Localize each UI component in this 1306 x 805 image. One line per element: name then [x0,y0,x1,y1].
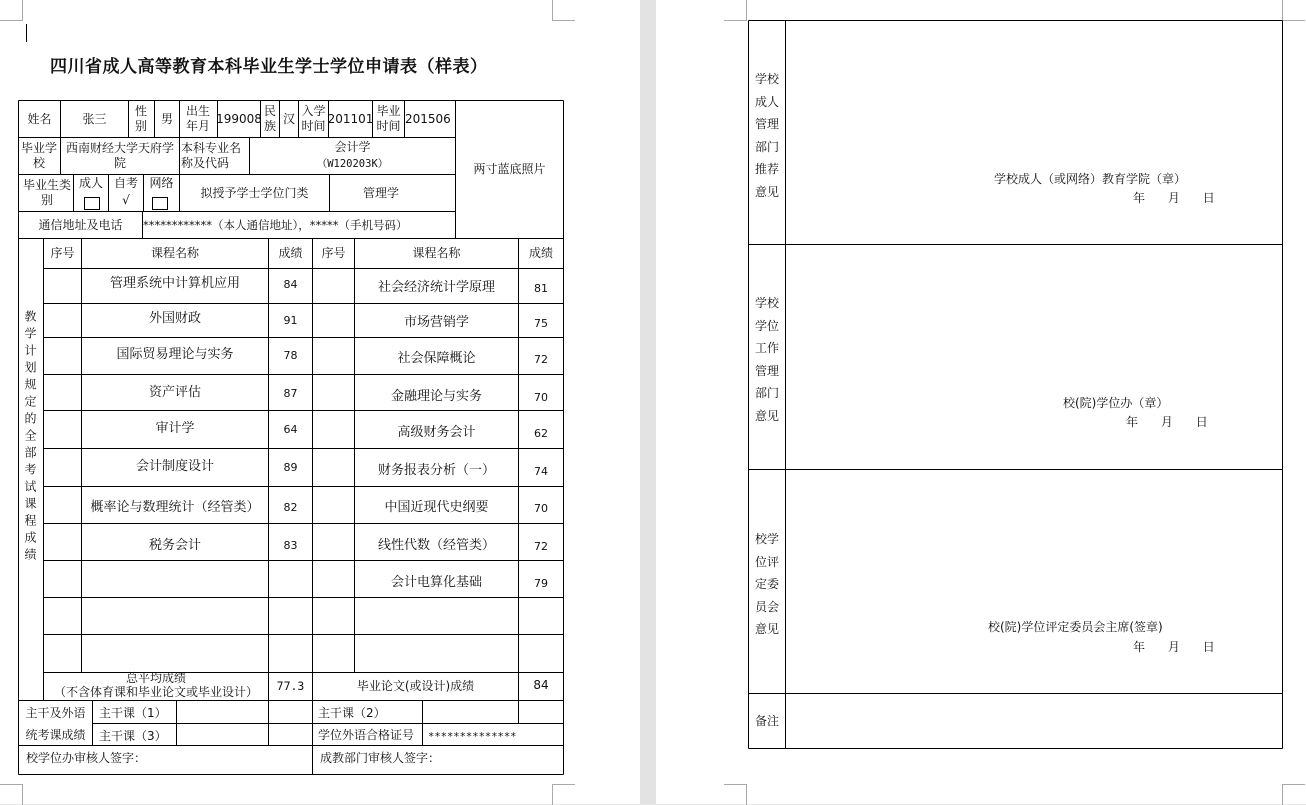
cat-self-label: 自考 [113,176,138,190]
remarks-label: 备注 [754,713,779,728]
course-score: 62 [534,427,548,440]
main-exam-label: 主干及外语 [25,706,86,720]
course-score: 87 [283,387,298,400]
course-score: 64 [283,423,298,436]
course-name: 社会保障概论 [397,351,476,366]
cat-online-label: 网络 [149,176,174,190]
page-gutter [640,0,656,804]
photo-placeholder: 两寸蓝底照片 [473,162,546,176]
header-name: 课程名称 [412,246,461,260]
course-name: 税务会计 [148,538,201,553]
course-name: 中国近现代史纲要 [384,500,489,515]
course-score: 79 [534,577,548,590]
course-score: 89 [283,461,298,474]
course-name: 线性代数（经管类） [377,538,495,553]
gender-value: 男 [160,111,173,126]
section-2-stamp: 校(院)学位办（章） [1063,396,1169,410]
cat-adult-label: 成人 [78,176,103,190]
course-score: 70 [534,391,548,404]
office-sign-label: 校学位办审核人签字： [26,751,147,765]
birth-value: 199008 [216,111,262,126]
course-score: 78 [283,349,298,362]
left-page [0,0,640,804]
dept-sign-label: 成教部门审核人签字： [320,751,441,765]
gender-label: 性别 [134,104,147,133]
course-score: 81 [534,282,548,295]
course-score: 72 [534,353,548,366]
main-course-3-label: 主干课（3） [99,729,167,743]
avg-note: （不含体育课和毕业论文或毕业设计） [53,685,258,699]
birth-label: 出生年月 [185,104,210,133]
course-name: 市场营销学 [403,315,469,330]
cert-label: 学位外语合格证号 [318,728,415,742]
cat-self-checkmark[interactable]: √ [122,193,130,207]
header-score: 成绩 [278,246,303,260]
avg-label: 总平均成绩 [125,671,186,685]
course-name: 会计电算化基础 [390,575,482,590]
major-code: （W120203K） [316,158,389,170]
section-1-label: 学校成人管理部门推荐意见 [754,72,779,199]
header-name: 课程名称 [150,246,199,260]
header-no: 序号 [50,246,75,260]
section-3-label: 校学位评定委员会意见 [754,532,779,636]
main-course-1-label: 主干课（1） [99,706,167,720]
major-value: 会计学 [334,140,371,154]
section-3-date: 年 月 日 [1133,640,1215,654]
course-name: 审计学 [155,421,195,436]
degree-field-value: 管理学 [362,185,399,200]
course-name: 金融理论与实务 [390,389,482,404]
course-score: 82 [283,501,298,514]
thesis-label: 毕业论文(或设计)成绩 [356,679,475,693]
main-exam-label-2: 统考课成绩 [25,728,86,742]
course-score: 74 [534,465,548,478]
section-1-date: 年 月 日 [1133,191,1215,205]
main-course-2-label: 主干课（2） [318,706,386,720]
school-label: 毕业学校 [21,141,58,170]
major-label: 本科专业名称及代码 [181,141,242,170]
course-score: 72 [534,540,548,553]
course-name: 社会经济统计学原理 [377,280,495,295]
course-score: 70 [534,502,548,515]
course-name: 国际贸易理论与实务 [116,347,234,362]
courses-side-label: 教学计划规定的全部考试课程成绩 [23,310,37,565]
name-value: 张三 [82,111,107,126]
course-name: 财务报表分析（一） [377,463,495,478]
school-value: 西南财经大学天府学院 [65,141,174,170]
section-2-date: 年 月 日 [1126,415,1208,429]
enroll-label: 入学时间 [301,104,326,133]
course-name: 资产评估 [148,385,201,400]
course-score: 84 [283,278,298,291]
contact-value: ************（本人通信地址），*****（手机号码） [143,217,408,232]
right-page [656,0,1306,804]
section-3-stamp: 校(院)学位评定委员会主席(签章) [988,620,1163,634]
grad-label: 毕业时间 [376,104,401,133]
course-score: 83 [283,539,298,552]
course-score: 75 [534,317,548,330]
section-1-stamp: 学校成人（或网络）教育学院（章） [994,172,1187,186]
course-name: 管理系统中计算机应用 [109,276,240,291]
cert-value: ************** [428,731,517,743]
course-score: 91 [283,314,298,327]
course-name: 会计制度设计 [135,459,214,474]
category-label: 毕业生类 别 [22,178,71,207]
thesis-value: 84 [533,677,549,692]
avg-value: 77.3 [276,679,305,693]
section-2-label: 学校学位工作管理部门意见 [754,296,779,423]
course-name: 高级财务会计 [397,425,476,440]
course-name: 概率论与数理统计（经管类） [90,500,260,515]
course-name: 外国财政 [148,311,201,326]
enroll-value: 201101 [327,111,374,126]
header-score: 成绩 [528,246,553,260]
name-label: 姓名 [27,111,52,126]
page-title: 四川省成人高等教育本科毕业生学士学位申请表（样表） [50,57,488,77]
ethnic-label: 民族 [263,104,276,133]
grad-value: 201506 [405,111,451,126]
header-no: 序号 [321,246,346,260]
degree-field-label: 拟授予学士学位门类 [200,185,309,200]
ethnic-value: 汉 [282,111,295,126]
contact-label: 通信地址及电话 [38,217,123,232]
